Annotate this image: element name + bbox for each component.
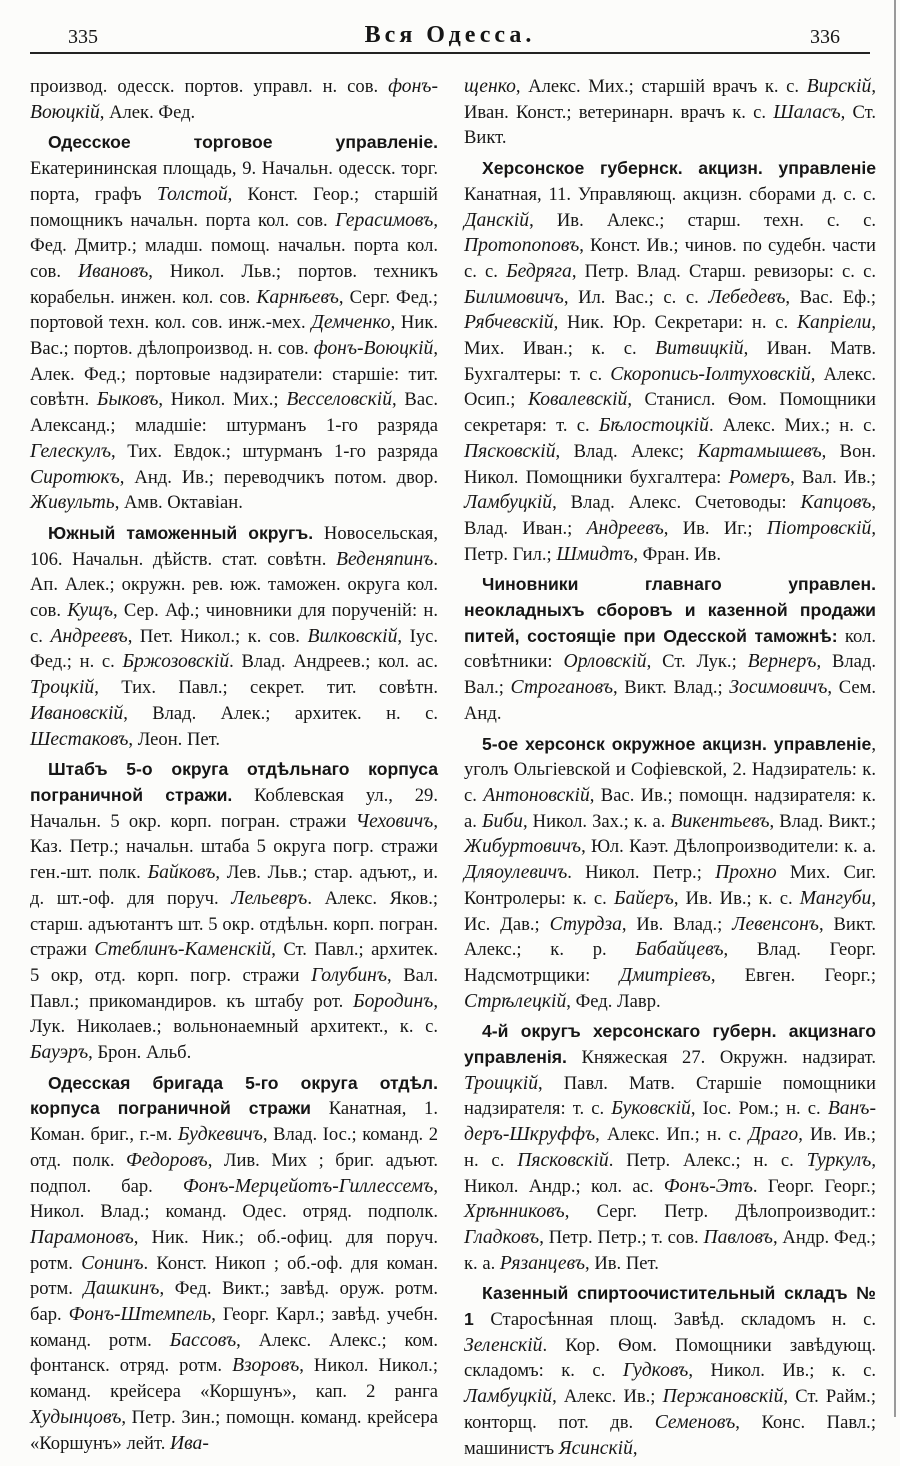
person-surname: Рязанцевъ	[499, 1252, 586, 1274]
entry-text: , Влад. Алек.; архитек. н. с.	[123, 702, 438, 724]
entry-text: , Леон. Пет.	[128, 728, 221, 750]
entry-text: , Никол. Льв.; портов. техникъ корабельн. инжен. кол. сов.	[30, 260, 438, 308]
entry-text: , Ст. Викт.	[464, 101, 876, 149]
entry-text: , Ив. Алекс.; старш. техн. с. с.	[529, 209, 876, 231]
person-surname: Байеръ	[614, 887, 674, 909]
person-surname: Парамоновъ	[30, 1226, 134, 1248]
person-surname: Толстой	[156, 183, 228, 205]
entry-text: , Петр. Влад. Старш. ревизоры: с. с.	[571, 260, 876, 282]
person-surname: Ковалевскій	[528, 389, 628, 411]
entry-text: , Конс. Павл.; машинистъ	[464, 1411, 876, 1459]
person-surname: фонъ-Воюцкій	[30, 76, 438, 123]
person-surname: Андреевъ	[586, 517, 664, 539]
entry-continuation	[30, 74, 438, 125]
entry-continuation	[464, 74, 876, 151]
person-surname: Бѣлостоцкій	[598, 415, 709, 437]
person-surname: Худынцовъ	[30, 1406, 122, 1428]
person-surname: Пясковскій	[517, 1149, 609, 1171]
entry-text: . Алекс. Мих.; н. с.	[708, 415, 876, 437]
entry-text: , Тих. Павл.; секрет. тит. совѣтн.	[94, 677, 438, 699]
entry-heading: Казенный спиртоочистительный складъ № 1	[464, 1283, 876, 1330]
person-surname: Дляоулевичъ	[464, 862, 568, 884]
left-column	[30, 74, 438, 1461]
entry-text: , Алекс. Алекс.; ком. фонтанск. отряд. ротм.	[30, 1329, 438, 1377]
entry-text: , Ст. Райм.; конторщ. пот. дв.	[464, 1386, 876, 1433]
entry-text: , Влад. Иван.;	[464, 492, 876, 539]
entry-text: , Вал. Павл.; прикомандиров. къ штабу рот.	[30, 964, 438, 1012]
entry-text: , Ил. Вас.; с. с.	[563, 286, 709, 308]
entry-text: , Іос. Ром.; н. с.	[690, 1098, 828, 1120]
entry-text: , Фран. Ив.	[633, 543, 721, 565]
directory-entry	[464, 572, 876, 726]
entry-text: , Вал. Ив.;	[790, 466, 876, 488]
entry-heading: Херсонское губернск. акцизн. управленіе	[482, 158, 876, 179]
entry-text: кол. совѣтники:	[464, 625, 876, 673]
entry-text: , Викт. Алекс.; к. р.	[464, 913, 876, 961]
entry-text: , Ив. Иг.;	[663, 517, 767, 539]
person-surname: Ивановъ	[78, 260, 149, 282]
directory-entry	[30, 757, 438, 1065]
entry-text: . Влад. Андреев.; кол. ас.	[229, 651, 438, 673]
person-surname: Буковскій	[611, 1098, 691, 1120]
person-surname: фонъ-Воюцкій	[313, 338, 434, 360]
entry-text: , Никол. Андр.; кол. ас.	[464, 1149, 876, 1197]
entry-text: , Сер. Аф.; чиновники для порученій: н. с.	[30, 600, 438, 647]
person-surname: Драго	[748, 1124, 799, 1146]
person-surname: Кущъ	[67, 600, 114, 622]
person-surname: Рябчевскій	[464, 312, 554, 334]
entry-text: Екатерининская площадь, 9. Начальн. одесск. торг. порта, графъ	[30, 158, 438, 205]
person-surname: Пясковскій	[464, 440, 556, 462]
entry-text: , Иван. Матв. Бухгалтеры: т. с.	[464, 338, 876, 385]
person-surname: Федоровъ	[126, 1149, 208, 1171]
entry-text: , Влад. Алекс. Счетоводы:	[552, 492, 801, 514]
person-surname: Бедряга	[506, 260, 572, 282]
entry-text: , Амв. Октавіан.	[114, 492, 243, 514]
entry-text: , Мих. Иван.; к. с.	[464, 312, 876, 360]
entry-text: . Георг. Георг.;	[752, 1175, 876, 1197]
person-surname: Піотровскій	[766, 517, 872, 539]
person-surname: Байковъ	[147, 862, 216, 884]
person-surname: Вилковскій	[307, 625, 398, 647]
entry-text: ,	[632, 1437, 638, 1459]
person-surname: Весселовскій	[286, 389, 393, 411]
entry-heading: Одесское торговое управленіе.	[48, 132, 438, 153]
person-surname: Взоровъ	[232, 1355, 300, 1377]
person-surname: Герасимовъ	[335, 209, 434, 231]
directory-entry	[464, 156, 876, 567]
person-surname: Гудковъ	[622, 1360, 689, 1382]
person-surname: Фонъ-Этъ	[663, 1175, 753, 1197]
person-surname: Карнѣевъ	[256, 286, 339, 308]
person-surname: Сонинъ	[81, 1252, 144, 1274]
person-surname: Ива-	[170, 1432, 209, 1454]
entry-text: , Ив. Ив.; к. с.	[673, 887, 800, 909]
person-surname: Ясинскій	[558, 1437, 633, 1459]
entry-text: , Серг. Петр. Дѣлопроизводит.:	[564, 1201, 876, 1223]
entry-text: , Влад. Георг. Надсмотрщики:	[464, 939, 877, 986]
entry-text: , Ив. Ив.; н. с.	[464, 1124, 877, 1171]
person-surname: Лельевръ	[231, 887, 308, 909]
entry-text: , Фед. Викт.; завѣд. оруж. ротм. бар.	[30, 1278, 439, 1326]
entry-text: , Юл. Каэт. Дѣлопроизводители: к. а.	[581, 836, 876, 858]
entry-text: , Лив. Мих ; бриг. адъют. подпол. бар.	[30, 1149, 438, 1197]
person-surname: Фонъ-Мерцейотъ-Гиллессемъ	[182, 1175, 434, 1197]
entry-text: , Серг. Фед.; портовой техн. кол. сов. инж.-мех.	[30, 286, 438, 334]
person-surname: Левенсонъ	[732, 913, 819, 935]
entry-text: , Никол. Влад.; команд. Одес. отряд. подполк.	[30, 1175, 438, 1223]
entry-text: . Кор. Ѳом. Помощники завѣдующ. складомъ: к. с.	[464, 1334, 876, 1382]
entry-text: , Лев. Льв.; стар. адъют,, и. д. шт.-оф. для поруч.	[30, 862, 438, 909]
entry-heading: 4-й округъ херсонскаго губерн. акцизнаго управленія.	[464, 1021, 876, 1068]
person-surname: Протопоповъ	[464, 235, 580, 257]
entry-heading: Одесская бригада 5-го округа отдѣл. корпуса пограничной стражи	[30, 1072, 438, 1119]
person-surname: Голубинъ	[311, 964, 388, 986]
person-surname: Ванъ-деръ-Шкруффъ	[464, 1098, 876, 1146]
page-number-right: 336	[810, 26, 840, 48]
entry-text: , Тих. Евдок.; штурманъ 1-го разряда	[111, 440, 438, 462]
entry-text: , Конст. Ив.; чинов. по судебн. части с. с.	[464, 235, 876, 282]
entry-text: , Никол. Никол.; команд. крейсера «Коршунъ», кап. 2 ранга	[30, 1355, 439, 1403]
entry-text: , Никол. Ив.; к. с.	[688, 1360, 876, 1382]
person-surname: Ламбуцкій	[464, 1386, 553, 1408]
person-surname: Ламбуцкій	[464, 492, 553, 514]
person-surname: Гладковъ	[464, 1226, 540, 1248]
entry-text: , Лук. Николаев.; вольнонаемный архитект., к. с.	[30, 990, 438, 1038]
entry-text: . Ап. Алек.; окружн. рев. юж. таможен. округа кол. сов.	[30, 548, 438, 622]
person-surname: Бржозовскій	[122, 651, 230, 673]
entry-text: , Анд. Ив.; переводчикъ потом. двор.	[119, 466, 438, 488]
directory-entry	[30, 1071, 438, 1457]
page-number-left: 335	[68, 26, 98, 48]
person-surname: Картамышевъ	[697, 440, 822, 462]
entry-text: Старосѣнная площ. Завѣд. складомъ н. с.	[473, 1309, 876, 1331]
entry-text: , Никол. Мих.;	[158, 389, 287, 411]
entry-text: . Петр. Алекс.; н. с.	[608, 1149, 807, 1171]
person-surname: Биби	[481, 810, 523, 832]
entry-text: , Алекс. Мих.; старшій врачъ к. с.	[515, 76, 807, 97]
entry-heading: 5-ое херсонск окружное акцизн. управленіе	[482, 733, 872, 754]
entry-text: , Петр. Петр.; т. сов.	[539, 1226, 704, 1248]
person-surname: Антоновскій	[483, 784, 590, 806]
entry-text: , Вон. Никол. Помощники бухгалтера:	[464, 440, 876, 488]
entry-text: . Алекс. Яков.; старш. адъютантъ шт. 5 окр. отдѣльн. корп. погран. стражи	[30, 887, 439, 961]
person-surname: Дашкинъ	[83, 1278, 160, 1300]
entry-text: , Алек. Фед.; портовые надзиратели: старшіе: тит. совѣтн.	[30, 338, 438, 411]
person-surname: Зеленскій	[464, 1334, 543, 1356]
directory-entry	[30, 521, 438, 752]
entry-text: , Алек. Фед.	[99, 101, 196, 123]
entry-text: , Брон. Альб.	[88, 1042, 192, 1064]
person-surname: Андреевъ	[50, 625, 128, 647]
person-surname: Фонъ-Штемпель	[68, 1304, 212, 1326]
person-surname: Мангуби	[799, 887, 872, 909]
person-surname: Сиротюкъ	[30, 466, 120, 488]
directory-entry	[464, 1281, 876, 1461]
entry-text: , Станисл. Ѳом. Помощники секретаря: т. с.	[464, 389, 877, 437]
entry-text: , Георг. Карл.; завѣд. учебн. команд. ротм.	[30, 1304, 438, 1351]
entry-text: , Іус. Фед.; н. с.	[30, 625, 439, 673]
entry-text: , Алекс. Осип.;	[464, 363, 876, 411]
entry-text: , Иван. Конст.; ветеринарн. врачъ к. с.	[464, 76, 876, 123]
person-surname: Зосимовичъ	[729, 677, 828, 699]
person-surname: Троицкій	[464, 1072, 539, 1094]
person-surname: Будкевичъ	[177, 1124, 263, 1146]
person-surname: Орловскій	[563, 651, 647, 673]
person-surname: Вернеръ	[747, 651, 817, 673]
entry-text: , Сем. Анд.	[464, 677, 876, 724]
entry-heading: Штабъ 5-о округа отдѣльнаго корпуса пограничной стражи.	[30, 759, 438, 805]
entry-text: , Ник. Юр. Секретари: н. с.	[553, 312, 797, 334]
entry-text: , Ст. Павл.; архитек. 5 окр, отд. корп. погр. стражи	[30, 939, 438, 986]
person-surname: Жибуртовичъ	[464, 836, 582, 858]
entry-text: , Влад. Вал.;	[464, 651, 876, 699]
entry-heading: Южный таможенный округъ.	[48, 522, 314, 543]
entry-text: , Ст. Лук.;	[646, 651, 748, 673]
entry-text: , Влад. Викт.;	[769, 810, 876, 832]
person-surname: Капріели	[796, 312, 872, 334]
entry-text: , Конст. Геор.; старшій помощникъ начальн. порта кол. сов.	[30, 183, 438, 231]
entry-text: , Фед. Дмитр.; младш. помощ. начальн. порта кол. сов.	[30, 209, 438, 282]
person-surname: Шестаковъ	[30, 728, 129, 750]
person-surname: Скоропись-Іолтуховскій	[610, 363, 811, 385]
person-surname: Чеховичъ	[355, 810, 434, 832]
directory-entry	[30, 130, 438, 516]
entry-heading: Чиновники главнаго управлен. неокладныхъ сборовъ и казенной продажи питей, состоящіе при Одесской таможнѣ:	[464, 574, 876, 646]
person-surname: Билимовичъ	[464, 286, 564, 308]
entry-text: Мих. Сиг. Контролеры: к. с.	[464, 862, 876, 909]
person-surname: Шаласъ	[773, 101, 841, 123]
entry-text: , Ив. Пет.	[585, 1252, 659, 1274]
entry-text: . Никол. Петр.;	[567, 862, 716, 884]
person-surname: Быковъ	[96, 389, 159, 411]
entry-text: , Вас. Александ.; младшіе: штурманъ 1-го разряда	[30, 389, 438, 437]
person-surname: Павловъ	[703, 1226, 773, 1248]
directory-entry	[464, 1019, 876, 1276]
person-surname: Стрѣлецкій	[464, 990, 567, 1012]
person-surname: щенко	[464, 76, 516, 97]
entry-text: , Викт. Влад.;	[613, 677, 730, 699]
person-surname: Витвицкій	[655, 338, 744, 360]
entry-text: , Павл. Матв. Старшіе помощники надзирателя: т. с.	[464, 1072, 876, 1120]
person-surname: Живульть	[30, 492, 115, 514]
entry-text: , Влад. Іос.; команд. 2 отд. полк.	[30, 1124, 439, 1171]
entry-text: , Ив. Влад.;	[621, 913, 733, 935]
directory-entry	[464, 732, 876, 1015]
person-surname: Вирскій	[806, 76, 872, 97]
person-surname: Викентьевъ	[670, 810, 770, 832]
person-surname: Бауэръ	[30, 1042, 89, 1064]
entry-text: , Евген. Георг.;	[710, 964, 876, 986]
person-surname: Семеновъ	[654, 1411, 736, 1433]
entry-text: Канатная, 1. Коман. бриг., г.-м.	[30, 1098, 438, 1146]
entry-text: . Конст. Никоп ; об.-оф. для коман. ротм.	[30, 1252, 438, 1300]
person-surname: Хрѣнниковъ	[464, 1201, 565, 1223]
entry-text: Коблевская ул., 29. Начальн. 5 окр. корп. погран. стражи	[30, 784, 439, 832]
entry-text: Княжеская 27. Окружн. надзират.	[566, 1047, 876, 1069]
entry-text: производ. одесск. портов. управл. н. сов.	[30, 76, 389, 97]
entry-text: , Алекс. Ив.;	[552, 1386, 663, 1408]
person-surname: Прохно	[715, 862, 777, 884]
entry-text: , Алекс. Ип.; н. с.	[595, 1124, 749, 1146]
entry-text: , Петр. Зин.; помощн. команд. крейсера «Коршунъ» лейт.	[30, 1406, 438, 1454]
person-surname: Гелескулъ	[30, 440, 111, 462]
person-surname: Демченко	[311, 312, 391, 334]
entry-text: , Ник. Ник.; об.-офиц. для поруч. ротм.	[30, 1226, 438, 1274]
person-surname: Строгановъ	[510, 677, 614, 699]
right-column	[464, 74, 876, 1466]
entry-text: , Пет. Никол.; к. сов.	[127, 625, 308, 647]
person-surname: Троцкій	[30, 677, 95, 699]
entry-text: Новосельская, 106. Начальн. дѣйств. стат. совѣтн.	[30, 522, 438, 570]
entry-text: , Вас. Еф.;	[785, 286, 876, 308]
entry-text: , Ис. Дав.;	[464, 887, 876, 935]
entry-text: , Ник. Вас.; портов. дѣлопроизвод. н. сов.	[30, 312, 438, 360]
person-surname: Бородинъ	[353, 990, 434, 1012]
running-title: Вся Одесса.	[364, 22, 536, 48]
person-surname: Ивановскій	[30, 702, 124, 724]
entry-text: , Фед. Лавр.	[566, 990, 661, 1012]
person-surname: Лебедевъ	[708, 286, 786, 308]
entry-text: , уголъ Ольгіевской и Софіевской, 2. Надзиратель: к. с.	[464, 733, 876, 806]
entry-text: , Никол. Зах.; к. а.	[522, 810, 671, 832]
entry-text: , Петр. Гил.;	[464, 517, 876, 565]
entry-text: , Каз. Петр.; начальн. штаба 5 округа погр. стражи ген.-шт. полк.	[30, 810, 438, 884]
person-surname: Туркулъ	[806, 1149, 872, 1171]
person-surname: Веденяпинъ	[336, 548, 434, 570]
page-edge-line	[894, 0, 896, 1417]
person-surname: Дмитріевъ	[619, 964, 711, 986]
person-surname: Стурдза	[549, 913, 622, 935]
person-surname: Капцовъ	[800, 492, 872, 514]
page-header	[30, 22, 870, 54]
person-surname: Ромеръ	[728, 466, 791, 488]
person-surname: Шмидтъ	[556, 543, 634, 565]
entry-text: , Влад. Алекс;	[555, 440, 698, 462]
person-surname: Пержановскій	[662, 1386, 784, 1408]
entry-text: , Андр. Фед.; к. а.	[464, 1226, 876, 1274]
person-surname: Бабайцевъ	[635, 939, 724, 961]
person-surname: Данскій	[464, 209, 530, 231]
person-surname: Бассовъ	[169, 1329, 237, 1351]
entry-text: Канатная, 11. Управляющ. акцизн. сборами д. с. с.	[464, 183, 876, 205]
entry-text: , Вас. Ив.; помощн. надзирателя: к. а.	[464, 784, 876, 832]
person-surname: Стеблинъ-Каменскій	[94, 939, 272, 961]
